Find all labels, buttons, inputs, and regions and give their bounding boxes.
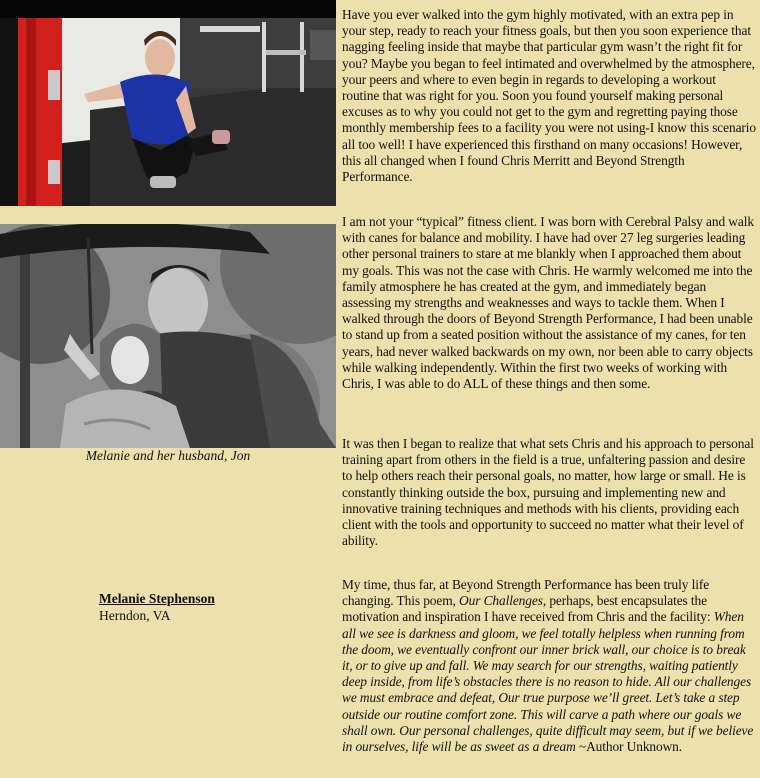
poem-text: When all we see is darkness and gloom, we feel totally helpless when running from the doom, we eventually confront our inner brick wall, our choice is to break it, or to give up and fall. We may search for our strengths, waiting patiently deep inside, from life’s obstacles there is no reason to hide. All our challenges we must embrace and defeat, Our true purpose we’ll greet. Let’s take a step outside our routine comfort zone. This will carve a path where our goals we shall own. Our personal challenges, quite difficult may seem, but if we believe in ourselves, life will be as sweet as a dream	[342, 609, 754, 755]
paragraph-background: I am not your “typical” fitness client. I was born with Cerebral Palsy and walk with canes for balance and mobility. I have had over 27 leg surgeries leading other personal trainers to stare at me blankly when I approached them about my goals. This was not the case with Chris. He warmly welcomed me into the family atmosphere he has created at the gym, and immediately began assessing my strengths and weaknesses and ways to tackle them. When I walked through the doors of Beyond Strength Performance, I had been unable to stand up from a seated position without the assistance of my canes, for ten years, had never walked backwards on my own, nor been able to carry objects while walking independently. Within the first two weeks of working with Chris, I was able to do ALL of these things and then some.	[342, 214, 754, 392]
photo-caption: Melanie and her husband, Jon	[85, 448, 251, 463]
poem-author: ~Author Unknown.	[575, 739, 683, 755]
poem-title: Our Challenges	[459, 593, 543, 609]
poem-lead-in: , perhaps, best encapsulates the motivation and inspiration I have received from Chris and the facility:	[342, 593, 714, 625]
author-name: Melanie Stephenson	[99, 591, 215, 606]
gym-photo-illustration	[0, 0, 336, 206]
author-signature	[99, 590, 215, 624]
author-location: Herndon, VA	[99, 608, 171, 623]
paragraph-approach: It was then I began to realize that what sets Chris and his approach to personal training apart from others in the field is a true, unfaltering passion and desire to help others reach their personal goals, no matter, how large or small. He is constantly thinking outside the box, pursuing and implementing new and innovative training techniques and methods with his clients, providing each client with the tools and opportunity to succeed no matter what their level of ability.	[342, 436, 754, 549]
left-column	[0, 0, 336, 778]
paragraph-intro: Have you ever walked into the gym highly motivated, with an extra pep in your step, ready to reach your fitness goals, but then you soon experience that nagging feeling inside that maybe that particular gym wasn’t the right fit for you? Maybe you began to feel intimated and overwhelmed by the atmosphere, your peers and where to even begin in regards to developing a workout routine that was right for you. Soon you found yourself making personal excuses as to why you could not get to the gym and regretting paying those monthly membership fees to a facility you were not using-I know this scenario all too well! I have experienced this firsthand on many occasions! However, this all changed when I found Chris Merritt and Beyond Strength Performance.	[342, 7, 757, 185]
couple-photo	[0, 224, 336, 448]
poem-intro-text: My time, thus far, at Beyond Strength Performance has been truly life changing. This poem,	[342, 577, 710, 609]
gym-photo	[0, 0, 336, 206]
couple-photo-illustration	[0, 224, 336, 448]
paragraph-poem	[342, 577, 756, 755]
